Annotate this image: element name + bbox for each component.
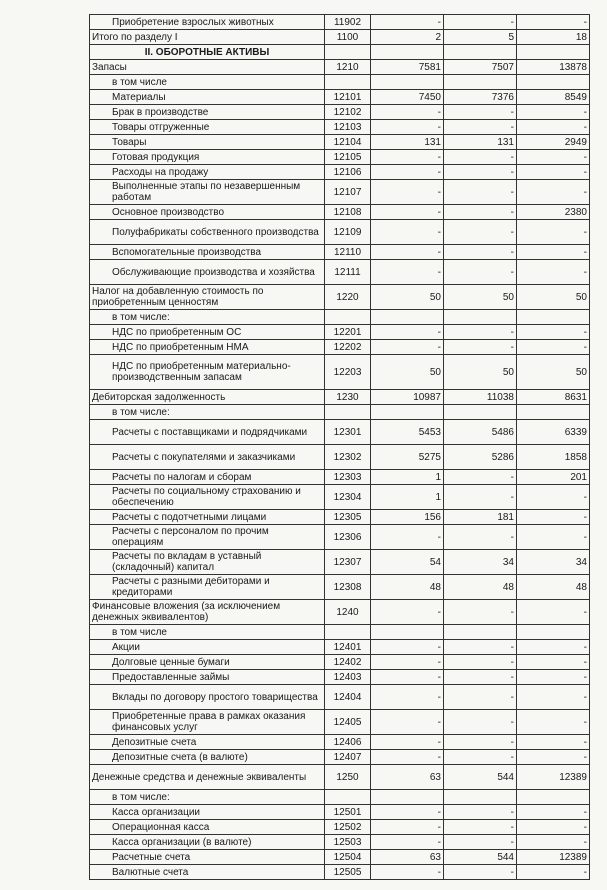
row-value-1: 5275	[371, 445, 444, 470]
row-code: 12109	[325, 220, 371, 245]
row-code: 12307	[325, 550, 371, 575]
row-value-3: 12389	[517, 850, 590, 865]
row-name: Расчеты по налогам и сборам	[90, 470, 325, 485]
row-value-2: -	[444, 245, 517, 260]
row-value-1	[371, 625, 444, 640]
table-row	[90, 750, 590, 765]
table-row	[90, 575, 590, 600]
row-value-3: -	[517, 220, 590, 245]
section-title: II. ОБОРОТНЫЕ АКТИВЫ	[90, 45, 325, 60]
row-code: 12304	[325, 485, 371, 510]
row-value-2: 50	[444, 285, 517, 310]
row-value-2: 48	[444, 575, 517, 600]
table-row	[90, 245, 590, 260]
row-value-2: 5286	[444, 445, 517, 470]
row-code: 12402	[325, 655, 371, 670]
row-value-2	[444, 405, 517, 420]
row-value-2: 7507	[444, 60, 517, 75]
table-row	[90, 685, 590, 710]
row-value-3: -	[517, 15, 590, 30]
row-value-3: 8631	[517, 390, 590, 405]
row-value-1: -	[371, 245, 444, 260]
table-row	[90, 850, 590, 865]
row-code: 12303	[325, 470, 371, 485]
row-value-2: 544	[444, 850, 517, 865]
row-value-1: 63	[371, 765, 444, 790]
row-value-3: 12389	[517, 765, 590, 790]
row-value-2: -	[444, 470, 517, 485]
row-name: Приобретение взрослых животных	[90, 15, 325, 30]
row-code: 1210	[325, 60, 371, 75]
row-value-1	[371, 75, 444, 90]
row-value-2: -	[444, 15, 517, 30]
row-value-3: -	[517, 120, 590, 135]
row-value-3: 13878	[517, 60, 590, 75]
row-value-2: 131	[444, 135, 517, 150]
row-value-1: -	[371, 685, 444, 710]
row-value-3: -	[517, 180, 590, 205]
row-code	[325, 625, 371, 640]
row-value-3: 48	[517, 575, 590, 600]
row-value-1	[371, 790, 444, 805]
row-code: 12501	[325, 805, 371, 820]
row-value-1: 1	[371, 485, 444, 510]
row-value-2: -	[444, 105, 517, 120]
row-value-2: 544	[444, 765, 517, 790]
row-value-1: -	[371, 640, 444, 655]
table-row	[90, 510, 590, 525]
row-code: 12110	[325, 245, 371, 260]
row-code: 12301	[325, 420, 371, 445]
row-code: 12104	[325, 135, 371, 150]
table-row	[90, 180, 590, 205]
table-row	[90, 75, 590, 90]
table-row	[90, 355, 590, 390]
row-value-1: -	[371, 205, 444, 220]
row-code: 12504	[325, 850, 371, 865]
row-value-3: -	[517, 150, 590, 165]
row-name: Депозитные счета	[90, 735, 325, 750]
row-name: Приобретенные права в рамках оказания финансовых услуг	[90, 710, 325, 735]
row-value-3: -	[517, 600, 590, 625]
row-value-1: -	[371, 120, 444, 135]
row-name: Расчетные счета	[90, 850, 325, 865]
row-value-1: -	[371, 710, 444, 735]
row-value-2	[444, 310, 517, 325]
table-row	[90, 340, 590, 355]
section-header-row	[90, 45, 590, 60]
row-value-1	[371, 405, 444, 420]
row-value-1: 63	[371, 850, 444, 865]
row-code	[325, 790, 371, 805]
table-row	[90, 30, 590, 45]
row-name: в том числе:	[90, 310, 325, 325]
table-row	[90, 285, 590, 310]
table-row	[90, 260, 590, 285]
row-value-1: -	[371, 820, 444, 835]
row-value-1: -	[371, 805, 444, 820]
row-value-1: 54	[371, 550, 444, 575]
row-code: 12405	[325, 710, 371, 735]
row-value-3: 201	[517, 470, 590, 485]
row-name: Депозитные счета (в валюте)	[90, 750, 325, 765]
row-name: Денежные средства и денежные эквиваленты	[90, 765, 325, 790]
table-row	[90, 525, 590, 550]
row-code: 12102	[325, 105, 371, 120]
row-name: Запасы	[90, 60, 325, 75]
row-code: 12103	[325, 120, 371, 135]
row-name: НДС по приобретенным НМА	[90, 340, 325, 355]
row-code: 12106	[325, 165, 371, 180]
row-value-3: -	[517, 340, 590, 355]
row-name: Расчеты с покупателями и заказчиками	[90, 445, 325, 470]
row-value-3: -	[517, 820, 590, 835]
row-code	[325, 405, 371, 420]
empty-cell	[325, 45, 371, 60]
row-name: Вспомогательные производства	[90, 245, 325, 260]
row-code: 12306	[325, 525, 371, 550]
row-code: 12108	[325, 205, 371, 220]
row-value-1: 7450	[371, 90, 444, 105]
row-value-3	[517, 405, 590, 420]
row-name: Налог на добавленную стоимость по приобретенным ценностям	[90, 285, 325, 310]
row-value-1: 50	[371, 285, 444, 310]
row-name: Касса организации (в валюте)	[90, 835, 325, 850]
row-value-3: 18	[517, 30, 590, 45]
row-value-3: 50	[517, 285, 590, 310]
row-value-1: -	[371, 865, 444, 880]
row-code: 12401	[325, 640, 371, 655]
row-code: 12503	[325, 835, 371, 850]
table-row	[90, 640, 590, 655]
row-value-2: -	[444, 180, 517, 205]
row-code: 12101	[325, 90, 371, 105]
table-row	[90, 205, 590, 220]
table-row	[90, 445, 590, 470]
table-row	[90, 790, 590, 805]
row-name: Расчеты с поставщиками и подрядчиками	[90, 420, 325, 445]
row-name: Валютные счета	[90, 865, 325, 880]
row-value-2: -	[444, 220, 517, 245]
row-value-1: -	[371, 260, 444, 285]
row-value-2: -	[444, 260, 517, 285]
row-code: 12403	[325, 670, 371, 685]
row-name: Акции	[90, 640, 325, 655]
row-code: 12202	[325, 340, 371, 355]
row-value-2: -	[444, 865, 517, 880]
row-value-1: -	[371, 835, 444, 850]
table-row	[90, 120, 590, 135]
row-code: 12107	[325, 180, 371, 205]
table-row	[90, 485, 590, 510]
row-name: Расчеты по вкладам в уставный (складочный) капитал	[90, 550, 325, 575]
row-value-2: 50	[444, 355, 517, 390]
row-value-1: -	[371, 750, 444, 765]
balance-sheet-body	[90, 15, 590, 880]
row-code: 1220	[325, 285, 371, 310]
table-row	[90, 105, 590, 120]
row-name: Полуфабрикаты собственного производства	[90, 220, 325, 245]
row-name: Готовая продукция	[90, 150, 325, 165]
row-name: Брак в производстве	[90, 105, 325, 120]
row-value-3: 6339	[517, 420, 590, 445]
row-value-3: -	[517, 670, 590, 685]
row-value-2: -	[444, 735, 517, 750]
row-value-1: 1	[371, 470, 444, 485]
table-row	[90, 765, 590, 790]
row-value-2: 5486	[444, 420, 517, 445]
table-row	[90, 600, 590, 625]
table-row	[90, 310, 590, 325]
row-name: Расчеты с разными дебиторами и кредиторами	[90, 575, 325, 600]
row-code: 12105	[325, 150, 371, 165]
row-name: НДС по приобретенным ОС	[90, 325, 325, 340]
row-name: Товары	[90, 135, 325, 150]
row-code: 1250	[325, 765, 371, 790]
row-name: Дебиторская задолженность	[90, 390, 325, 405]
row-name: Материалы	[90, 90, 325, 105]
row-value-3: -	[517, 655, 590, 670]
row-value-2: -	[444, 655, 517, 670]
table-row	[90, 820, 590, 835]
row-value-1: 2	[371, 30, 444, 45]
row-value-1: -	[371, 165, 444, 180]
row-name: в том числе	[90, 625, 325, 640]
row-code: 12305	[325, 510, 371, 525]
row-value-3: 2380	[517, 205, 590, 220]
row-value-1: 10987	[371, 390, 444, 405]
row-value-2: -	[444, 325, 517, 340]
row-value-3	[517, 625, 590, 640]
row-value-3: 8549	[517, 90, 590, 105]
table-row	[90, 325, 590, 340]
row-value-1: -	[371, 180, 444, 205]
row-value-1: 5453	[371, 420, 444, 445]
row-code: 11902	[325, 15, 371, 30]
row-name: Касса организации	[90, 805, 325, 820]
row-value-3: -	[517, 510, 590, 525]
row-name: Долговые ценные бумаги	[90, 655, 325, 670]
row-value-3: -	[517, 525, 590, 550]
row-value-3: 50	[517, 355, 590, 390]
row-value-1: -	[371, 340, 444, 355]
table-row	[90, 550, 590, 575]
row-value-1	[371, 310, 444, 325]
row-value-3: -	[517, 245, 590, 260]
row-value-1: 156	[371, 510, 444, 525]
row-value-3: -	[517, 485, 590, 510]
row-value-3: 2949	[517, 135, 590, 150]
row-code: 1230	[325, 390, 371, 405]
row-value-2: -	[444, 485, 517, 510]
row-value-3: -	[517, 865, 590, 880]
row-value-3: -	[517, 805, 590, 820]
table-row	[90, 655, 590, 670]
row-code: 1240	[325, 600, 371, 625]
row-name: Товары отгруженные	[90, 120, 325, 135]
row-value-2: -	[444, 205, 517, 220]
row-name: НДС по приобретенным материально-производственным запасам	[90, 355, 325, 390]
row-code: 12201	[325, 325, 371, 340]
row-name: в том числе	[90, 75, 325, 90]
row-value-3	[517, 310, 590, 325]
table-row	[90, 710, 590, 735]
row-value-3: -	[517, 325, 590, 340]
row-name: Финансовые вложения (за исключением денежных эквивалентов)	[90, 600, 325, 625]
row-code: 12406	[325, 735, 371, 750]
row-value-2: -	[444, 525, 517, 550]
row-value-2: -	[444, 150, 517, 165]
row-value-2: -	[444, 835, 517, 850]
row-name: Обслуживающие производства и хозяйства	[90, 260, 325, 285]
row-value-2: -	[444, 805, 517, 820]
row-value-2: -	[444, 820, 517, 835]
table-row	[90, 625, 590, 640]
row-value-1: -	[371, 600, 444, 625]
row-value-3: -	[517, 710, 590, 735]
row-value-1: 48	[371, 575, 444, 600]
row-value-2: 5	[444, 30, 517, 45]
row-code: 12407	[325, 750, 371, 765]
empty-cell	[444, 45, 517, 60]
row-value-2	[444, 75, 517, 90]
row-value-3: -	[517, 260, 590, 285]
row-value-2	[444, 625, 517, 640]
row-value-1: -	[371, 735, 444, 750]
row-value-2: -	[444, 600, 517, 625]
row-code: 12404	[325, 685, 371, 710]
row-code: 12505	[325, 865, 371, 880]
table-row	[90, 420, 590, 445]
table-row	[90, 150, 590, 165]
row-value-3	[517, 75, 590, 90]
row-code: 1100	[325, 30, 371, 45]
row-value-3: -	[517, 105, 590, 120]
row-value-1: 7581	[371, 60, 444, 75]
row-name: Расчеты с подотчетными лицами	[90, 510, 325, 525]
row-value-1: -	[371, 670, 444, 685]
row-value-1: 131	[371, 135, 444, 150]
row-name: Вклады по договору простого товарищества	[90, 685, 325, 710]
table-row	[90, 15, 590, 30]
row-value-3: -	[517, 685, 590, 710]
table-row	[90, 405, 590, 420]
row-value-2: 34	[444, 550, 517, 575]
row-value-1: -	[371, 105, 444, 120]
row-name: Выполненные этапы по незавершенным работам	[90, 180, 325, 205]
row-name: Операционная касса	[90, 820, 325, 835]
row-value-2: -	[444, 710, 517, 735]
row-value-1: -	[371, 220, 444, 245]
row-value-3: -	[517, 835, 590, 850]
row-value-3: -	[517, 750, 590, 765]
table-row	[90, 670, 590, 685]
row-value-2: -	[444, 120, 517, 135]
row-name: в том числе:	[90, 790, 325, 805]
row-value-2: -	[444, 670, 517, 685]
table-row	[90, 835, 590, 850]
row-name: в том числе:	[90, 405, 325, 420]
table-row	[90, 135, 590, 150]
row-value-1: -	[371, 325, 444, 340]
row-value-2: -	[444, 640, 517, 655]
table-row	[90, 90, 590, 105]
row-value-1: 50	[371, 355, 444, 390]
row-name: Расчеты по социальному страхованию и обеспечению	[90, 485, 325, 510]
row-name: Расходы на продажу	[90, 165, 325, 180]
row-name: Расчеты с персоналом по прочим операциям	[90, 525, 325, 550]
table-row	[90, 60, 590, 75]
row-value-3: -	[517, 735, 590, 750]
row-code	[325, 75, 371, 90]
row-value-3: -	[517, 640, 590, 655]
row-value-2: -	[444, 750, 517, 765]
row-value-1: -	[371, 15, 444, 30]
table-row	[90, 735, 590, 750]
row-value-2: -	[444, 165, 517, 180]
row-value-1: -	[371, 655, 444, 670]
balance-sheet-table	[89, 14, 590, 880]
row-code: 12502	[325, 820, 371, 835]
row-code: 12111	[325, 260, 371, 285]
row-value-2: -	[444, 685, 517, 710]
table-row	[90, 165, 590, 180]
row-value-3: -	[517, 165, 590, 180]
row-value-2: 181	[444, 510, 517, 525]
table-row	[90, 805, 590, 820]
row-value-2: -	[444, 340, 517, 355]
empty-cell	[517, 45, 590, 60]
row-value-3: 1858	[517, 445, 590, 470]
row-value-3	[517, 790, 590, 805]
empty-cell	[371, 45, 444, 60]
table-row	[90, 220, 590, 245]
table-row	[90, 390, 590, 405]
row-value-2: 11038	[444, 390, 517, 405]
row-code: 12203	[325, 355, 371, 390]
row-code: 12302	[325, 445, 371, 470]
row-value-1: -	[371, 525, 444, 550]
row-code	[325, 310, 371, 325]
table-row	[90, 865, 590, 880]
row-name: Основное производство	[90, 205, 325, 220]
row-code: 12308	[325, 575, 371, 600]
row-value-1: -	[371, 150, 444, 165]
row-value-2: 7376	[444, 90, 517, 105]
row-value-2	[444, 790, 517, 805]
table-row	[90, 470, 590, 485]
row-name: Итого по разделу I	[90, 30, 325, 45]
row-value-3: 34	[517, 550, 590, 575]
row-name: Предоставленные займы	[90, 670, 325, 685]
